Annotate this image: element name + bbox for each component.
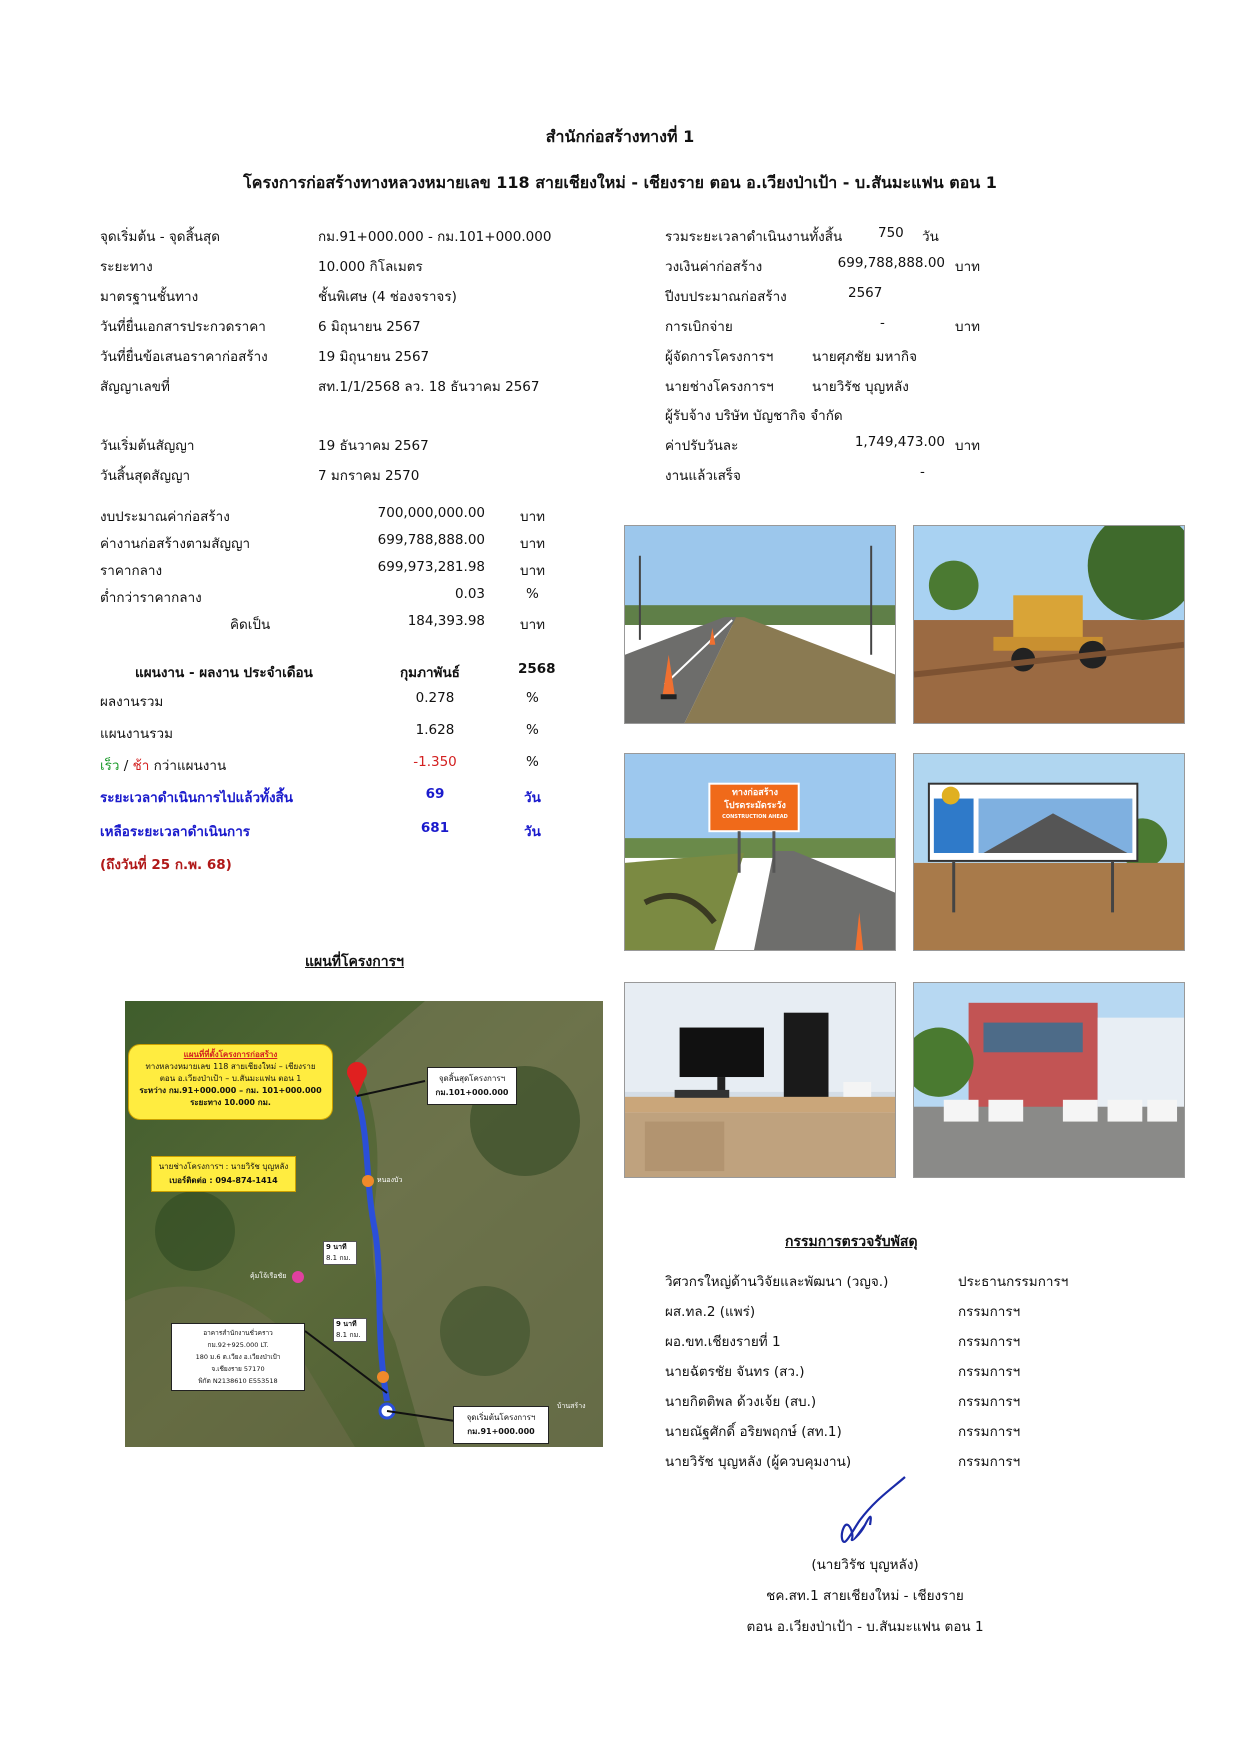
info-label: ผู้จัดการโครงการฯ [665,349,774,365]
remain-unit: วัน [524,824,541,840]
committee-member: นายวิรัช บุญหลัง (ผู้ควบคุมงาน) [665,1454,852,1470]
info-value: กม.91+000.000 - กม.101+000.000 [318,229,552,245]
committee-member: ผส.ทล.2 (แพร่) [665,1304,756,1320]
office-line: กม.92+925.000 LT. [207,1341,269,1349]
signature-position: ชค.สท.1 สายเชียงใหม่ - เชียงราย [766,1588,964,1604]
committee-role: กรรมการฯ [958,1454,1021,1470]
start-point-km: กม.91+000.000 [467,1427,535,1436]
elapsed-label: ระยะเวลาดำเนินการไปแล้วทั้งสิ้น [100,790,294,806]
photo-desk-graphic [625,983,895,1177]
info-label: วันที่ยื่นเอกสารประกวดราคา [100,319,266,335]
sign-text: CONSTRUCTION AHEAD [722,814,788,820]
map-place-label: คุ้มโจ้เรือชัย [250,1272,287,1280]
signature-name: (นายวิรัช บุญหลัง) [811,1557,919,1573]
contractor-label: ผู้รับจ้าง บริษัท บัญชากิจ จำกัด [665,408,843,424]
info-value: นายศุภชัย มหากิจ [812,349,918,365]
start-point-box [453,1406,549,1444]
fast-text: เร็ว [100,758,120,774]
site-photo-billboard [913,753,1185,951]
budget-label: คิดเป็น [230,617,271,633]
office-line: 180 ม.6 ต.เวียง อ.เวียงป่าเป้า [195,1353,281,1361]
sign-text: โปรดระมัดระวัง [724,801,786,811]
drive-distance: 8.1 กม. [336,1331,361,1339]
info-value: 750 [878,225,904,241]
as-of-date: (ถึงวันที่ 25 ก.พ. 68) [100,857,232,873]
info-label: วันเริ่มต้นสัญญา [100,438,195,454]
engineer-line: นายช่างโครงการฯ : นายวิรัช บุญหลัง [158,1162,289,1171]
committee-member: นายณัฐศักดิ์ อริยพฤกษ์ (สท.1) [665,1424,842,1440]
drive-time-badge [323,1241,357,1265]
progress-year: 2568 [518,661,556,677]
info-label: มาตรฐานชั้นทาง [100,289,199,305]
site-photo-office-desk [624,982,896,1178]
progress-heading: แผนงาน - ผลงาน ประจำเดือน [135,665,313,681]
end-point-label: จุดสิ้นสุดโครงการฯ [438,1074,506,1083]
project-map [125,1001,603,1447]
elapsed-unit: วัน [524,790,541,806]
map-box-line: ระหว่าง กม.91+000.000 – กม. 101+000.000 [139,1086,322,1095]
info-unit: บาท [955,319,981,335]
progress-month: กุมภาพันธ์ [400,665,460,681]
info-value: นายวิรัช บุญหลัง [812,379,909,395]
info-value: - [880,315,885,331]
elapsed-value: 69 [425,786,445,802]
slash-text: / [119,758,133,774]
info-value: 7 มกราคม 2570 [318,468,420,484]
site-photo-road [624,525,896,724]
budget-label: ราคากลาง [100,563,163,579]
committee-role: ประธานกรรมการฯ [958,1274,1069,1290]
progress-unit: % [526,690,539,706]
committee-member: นายกิตติพล ด้วงเจ้ย (สบ.) [665,1394,817,1410]
diff-label [100,754,226,776]
info-label: ระยะทาง [100,259,153,275]
info-label: วันที่ยื่นข้อเสนอราคาก่อสร้าง [100,349,268,365]
office-line: จ.เชียงราย 57170 [211,1365,265,1373]
budget-value: 184,393.98 [407,613,485,629]
budget-value: 699,973,281.98 [377,559,485,575]
engineer-phone: เบอร์ติดต่อ : 094-874-1414 [169,1176,278,1185]
progress-value: 1.628 [415,722,455,738]
office-title: สำนักก่อสร้างทางที่ 1 [545,127,695,146]
diff-unit: % [526,754,539,770]
sign-text: ทางก่อสร้าง [731,788,778,798]
budget-unit: บาท [520,563,546,579]
photo-building-graphic [914,983,1184,1177]
budget-label: ต่ำกว่าราคากลาง [100,590,202,606]
info-value: 6 มิถุนายน 2567 [318,319,421,335]
diff-value: -1.350 [413,754,457,770]
map-info-box [128,1044,333,1120]
site-photo-sign [624,753,896,951]
progress-value: 0.278 [415,690,455,706]
engineer-box [151,1156,296,1192]
photo-sign-graphic [625,754,895,950]
drive-time: 9 นาที [326,1243,347,1251]
committee-role: กรรมการฯ [958,1394,1021,1410]
construction-sign [711,787,799,822]
budget-unit: บาท [520,509,546,525]
drive-time-badge [333,1318,367,1342]
budget-unit: บาท [520,617,546,633]
info-label: ปีงบประมาณก่อสร้าง [665,289,787,305]
office-box [171,1323,305,1391]
budget-unit: บาท [520,536,546,552]
slow-text: ช้า [132,758,150,774]
start-point-label: จุดเริ่มต้นโครงการฯ [466,1413,536,1422]
map-box-line: ทางหลวงหมายเลข 118 สายเชียงใหม่ – เชียงราย [145,1062,316,1071]
budget-value: 699,788,888.00 [377,532,485,548]
committee-role: กรรมการฯ [958,1364,1021,1380]
progress-label: ผลงานรวม [100,694,164,710]
signature-mark [820,1475,910,1545]
site-photo-office-building [913,982,1185,1178]
end-point-box [427,1067,517,1105]
info-label: วงเงินค่าก่อสร้าง [665,259,763,275]
info-unit: บาท [955,438,981,454]
info-label: จุดเริ่มต้น - จุดสิ้นสุด [100,229,221,245]
site-photo-grader [913,525,1185,724]
info-value: สท.1/1/2568 ลว. 18 ธันวาคม 2567 [318,379,540,395]
committee-title: กรรมการตรวจรับพัสดุ [785,1234,918,1250]
map-box-line: ตอน อ.เวียงป่าเป้า – บ.สันมะแฟน ตอน 1 [159,1074,302,1083]
budget-unit: % [526,586,539,602]
info-value: 1,749,473.00 [854,434,945,450]
map-box-line: ระยะทาง 10.000 กม. [190,1098,271,1107]
info-value: 19 ธันวาคม 2567 [318,438,429,454]
info-unit: บาท [955,259,981,275]
drive-distance: 8.1 กม. [326,1254,351,1262]
info-label: นายช่างโครงการฯ [665,379,774,395]
map-place-label: หนองบัว [377,1176,403,1184]
budget-value: 700,000,000.00 [377,505,485,521]
photo-billboard-graphic [914,754,1184,950]
info-label: งานแล้วเสร็จ [665,468,741,484]
info-value: - [920,464,925,480]
diff-suffix: กว่าแผนงาน [149,758,227,774]
info-unit: วัน [922,229,939,245]
signature-section: ตอน อ.เวียงป่าเป้า - บ.สันมะแฟน ตอน 1 [746,1619,984,1635]
info-label: การเบิกจ่าย [665,319,733,335]
info-value: 699,788,888.00 [837,255,945,271]
budget-label: งบประมาณค่าก่อสร้าง [100,509,230,525]
info-value: ชั้นพิเศษ (4 ช่องจราจร) [318,289,457,305]
map-title: แผนที่โครงการฯ [305,954,404,970]
committee-member: นายฉัตรชัย จันทร (สว.) [665,1364,805,1380]
info-value: 10.000 กิโลเมตร [318,259,423,275]
office-line: อาคารสำนักงานชั่วคราว [203,1329,273,1337]
photo-road-graphic [625,526,895,723]
photo-grader-graphic [914,526,1184,723]
info-label: รวมระยะเวลาดำเนินงานทั้งสิ้น [665,229,843,245]
end-point-km: กม.101+000.000 [435,1088,509,1097]
drive-time: 9 นาที [336,1320,357,1328]
info-label: ค่าปรับวันละ [665,438,739,454]
committee-role: กรรมการฯ [958,1334,1021,1350]
remain-value: 681 [420,820,450,836]
info-value: 19 มิถุนายน 2567 [318,349,430,365]
map-place-label: บ้านสร้าง [557,1402,586,1410]
project-title: โครงการก่อสร้างทางหลวงหมายเลข 118 สายเชียงใหม่ - เชียงราย ตอน อ.เวียงป่าเป้า - บ.สันมะแฟน ตอน 1 [243,173,997,192]
info-label: สัญญาเลขที่ [100,379,170,395]
committee-member: ผอ.ขท.เชียงรายที่ 1 [665,1334,781,1350]
progress-unit: % [526,722,539,738]
budget-value: 0.03 [454,586,485,602]
remain-label: เหลือระยะเวลาดำเนินการ [100,824,251,840]
progress-label: แผนงานรวม [100,726,173,742]
committee-role: กรรมการฯ [958,1424,1021,1440]
budget-label: ค่างานก่อสร้างตามสัญญา [100,536,251,552]
committee-role: กรรมการฯ [958,1304,1021,1320]
info-label: วันสิ้นสุดสัญญา [100,468,191,484]
map-box-title: แผนที่ที่ตั้งโครงการก่อสร้าง [183,1050,278,1059]
committee-member: วิศวกรใหญ่ด้านวิจัยและพัฒนา (วญจ.) [665,1274,889,1290]
info-value: 2567 [848,285,883,301]
office-line: พิกัด N2138610 E553518 [198,1377,278,1385]
